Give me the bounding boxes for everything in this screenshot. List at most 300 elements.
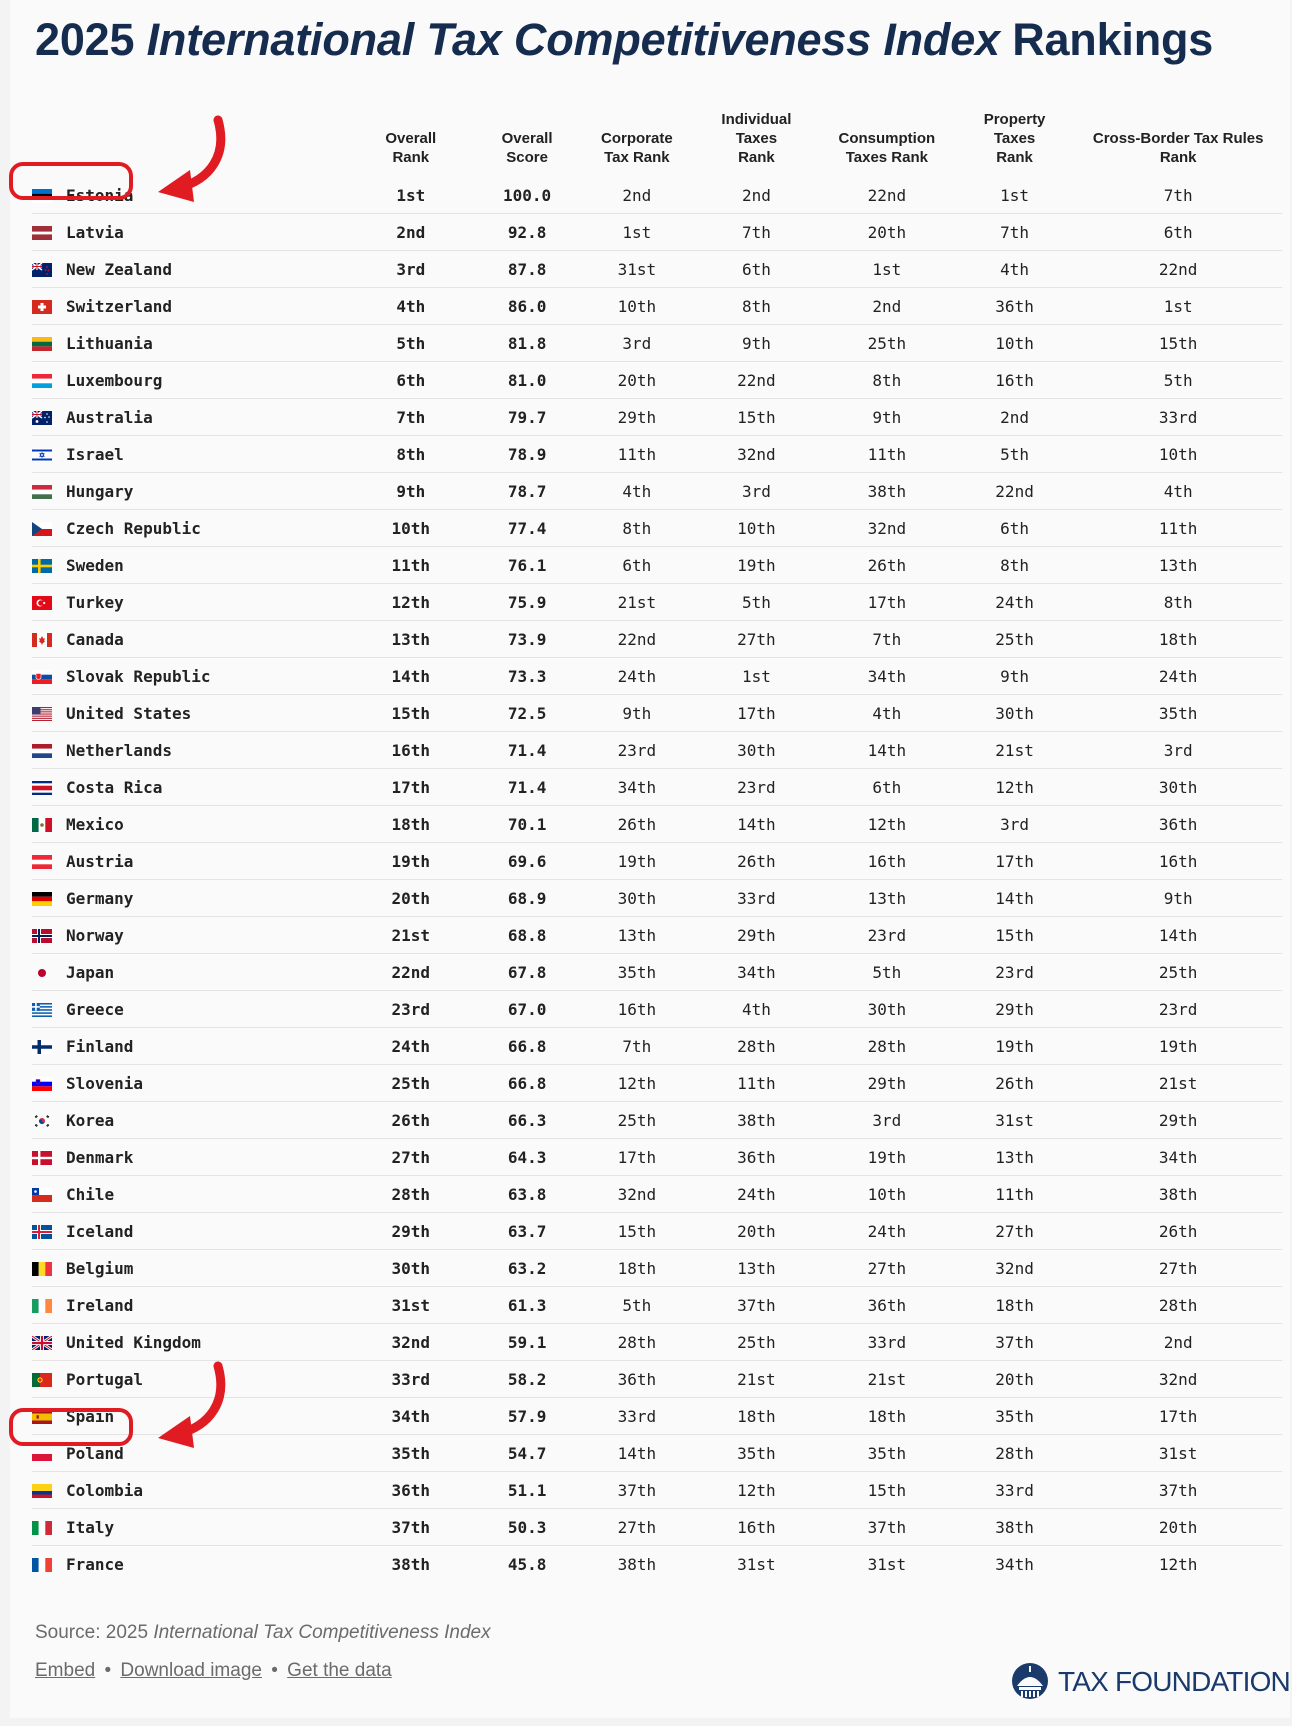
country-name: Norway [66, 925, 124, 945]
cross-border-rank-cell: 33rd [1074, 399, 1282, 436]
country-cell [32, 288, 347, 325]
individual-taxes-rank-cell: 20th [694, 1213, 819, 1250]
corporate-tax-rank-cell: 15th [580, 1213, 694, 1250]
country-cell [32, 1176, 347, 1213]
cross-border-rank-cell: 6th [1074, 214, 1282, 251]
cross-border-rank-cell: 22nd [1074, 251, 1282, 288]
corporate-tax-rank-cell: 21st [580, 584, 694, 621]
property-taxes-rank-cell: 7th [955, 214, 1075, 251]
property-taxes-rank-cell: 27th [955, 1213, 1075, 1250]
cross-border-rank-cell: 27th [1074, 1250, 1282, 1287]
property-taxes-rank-cell: 35th [955, 1398, 1075, 1435]
corporate-tax-rank-cell: 35th [580, 954, 694, 991]
cross-border-rank-header: Cross-Border Tax Rules Rank [1092, 130, 1264, 166]
download-image-link[interactable]: Download image [120, 1660, 262, 1681]
title-index-name: International Tax Competitiveness Index [146, 14, 1000, 65]
overall-rank-cell: 34th [347, 1398, 474, 1435]
country-name: Korea [66, 1110, 115, 1130]
overall-rank-cell: 6th [347, 362, 474, 399]
property-taxes-rank-cell: 17th [955, 843, 1075, 880]
country-name: Turkey [66, 592, 124, 612]
table-row [32, 510, 1282, 547]
table-row [32, 251, 1282, 288]
corporate-tax-rank-cell: 7th [580, 1028, 694, 1065]
overall-rank-cell: 12th [347, 584, 474, 621]
country-cell [32, 1546, 347, 1583]
country-name: Ireland [66, 1295, 134, 1315]
overall-score-cell: 68.9 [474, 880, 579, 917]
overall-rank-cell: 17th [347, 769, 474, 806]
overall-rank-cell: 36th [347, 1472, 474, 1509]
separator: • [104, 1660, 112, 1681]
overall-rank-cell: 28th [347, 1176, 474, 1213]
country-cell [32, 806, 347, 843]
overall-score-cell: 54.7 [474, 1435, 579, 1472]
country-name: France [66, 1554, 124, 1574]
get-data-link[interactable]: Get the data [287, 1660, 392, 1681]
consumption-taxes-rank-cell: 14th [819, 732, 955, 769]
overall-score-cell: 100.0 [474, 177, 579, 214]
individual-taxes-rank-cell: 27th [694, 621, 819, 658]
property-taxes-rank-cell: 13th [955, 1139, 1075, 1176]
country-cell [32, 917, 347, 954]
cross-border-rank-cell: 21st [1074, 1065, 1282, 1102]
overall-rank-cell: 26th [347, 1102, 474, 1139]
country-cell [32, 436, 347, 473]
country-name: United States [66, 703, 192, 723]
corporate-tax-rank-cell: 28th [580, 1324, 694, 1361]
overall-score-cell: 81.0 [474, 362, 579, 399]
overall-rank-cell: 37th [347, 1509, 474, 1546]
overall-rank-cell: 18th [347, 806, 474, 843]
corporate-tax-rank-cell: 38th [617, 1554, 657, 1574]
overall-score-cell: 72.5 [474, 695, 579, 732]
country-cell [32, 584, 347, 621]
country-name: Slovenia [66, 1073, 144, 1093]
corporate-tax-rank-cell: 13th [580, 917, 694, 954]
overall-score-cell: 57.9 [474, 1398, 579, 1435]
individual-taxes-rank-cell: 33rd [694, 880, 819, 917]
country-name: Greece [66, 999, 124, 1019]
property-taxes-rank-cell: 11th [955, 1176, 1075, 1213]
table-row [32, 1509, 1282, 1546]
individual-taxes-rank-cell: 31st [737, 1554, 776, 1574]
table-row [32, 1472, 1282, 1509]
table-row [32, 214, 1282, 251]
consumption-taxes-rank-cell: 5th [819, 954, 955, 991]
table-row [32, 1065, 1282, 1102]
property-taxes-rank-cell: 15th [955, 917, 1075, 954]
country-cell [32, 769, 347, 806]
property-taxes-rank-cell: 1st [955, 177, 1075, 214]
belgium-flag-icon [32, 1262, 52, 1276]
individual-taxes-rank-cell: 5th [694, 584, 819, 621]
overall-score-cell: 50.3 [474, 1509, 579, 1546]
overall-rank-cell: 31st [347, 1287, 474, 1324]
consumption-taxes-rank-cell: 35th [819, 1435, 955, 1472]
lithuania-flag-icon [32, 337, 52, 351]
country-name: Mexico [66, 814, 124, 834]
consumption-taxes-rank-cell: 15th [819, 1472, 955, 1509]
country-name: Poland [66, 1443, 124, 1463]
individual-taxes-rank-cell: 32nd [694, 436, 819, 473]
country-cell [32, 1509, 347, 1546]
consumption-taxes-rank-cell: 19th [819, 1139, 955, 1176]
corporate-tax-rank-cell: 5th [580, 1287, 694, 1324]
individual-taxes-rank-cell: 38th [694, 1102, 819, 1139]
property-taxes-rank-cell: 2nd [955, 399, 1075, 436]
overall-rank-cell: 9th [347, 473, 474, 510]
consumption-taxes-rank-cell: 27th [819, 1250, 955, 1287]
switzerland-flag-icon [32, 300, 52, 314]
consumption-taxes-rank-cell: 16th [819, 843, 955, 880]
country-name: Finland [66, 1036, 134, 1056]
country-name: New Zealand [66, 259, 172, 279]
overall-rank-cell: 35th [347, 1435, 474, 1472]
corporate-tax-rank-cell: 3rd [580, 325, 694, 362]
mexico-flag-icon [32, 818, 52, 832]
consumption-taxes-rank-cell: 10th [819, 1176, 955, 1213]
consumption-taxes-rank-cell: 29th [819, 1065, 955, 1102]
individual-taxes-rank-cell: 18th [694, 1398, 819, 1435]
hungary-flag-icon [32, 485, 52, 499]
slovak-republic-flag-icon [32, 670, 52, 684]
individual-taxes-rank-cell: 4th [694, 991, 819, 1028]
consumption-taxes-rank-cell: 4th [819, 695, 955, 732]
property-taxes-rank-header: Property Taxes Rank [983, 111, 1046, 166]
property-taxes-rank-cell: 24th [955, 584, 1075, 621]
consumption-taxes-rank-cell: 12th [819, 806, 955, 843]
corporate-tax-rank-cell: 20th [580, 362, 694, 399]
title-year: 2025 [35, 14, 135, 65]
corporate-tax-rank-cell: 33rd [580, 1398, 694, 1435]
table-row [32, 769, 1282, 806]
country-name: Latvia [66, 222, 124, 242]
norway-flag-icon [32, 929, 52, 943]
country-cell [32, 621, 347, 658]
country-name: Austria [66, 851, 134, 871]
country-name: Germany [66, 888, 134, 908]
cross-border-rank-cell: 24th [1074, 658, 1282, 695]
israel-flag-icon [32, 448, 52, 462]
individual-taxes-rank-cell: 21st [694, 1361, 819, 1398]
property-taxes-rank-cell: 4th [955, 251, 1075, 288]
cross-border-rank-cell: 31st [1074, 1435, 1282, 1472]
consumption-taxes-rank-cell: 31st [867, 1554, 907, 1574]
overall-score-cell: 79.7 [474, 399, 579, 436]
overall-score-cell: 45.8 [507, 1554, 547, 1574]
individual-taxes-rank-cell: 6th [694, 251, 819, 288]
overall-rank-cell: 33rd [347, 1361, 474, 1398]
netherlands-flag-icon [32, 744, 52, 758]
cross-border-rank-cell: 36th [1074, 806, 1282, 843]
estonia-highlight-box [9, 162, 133, 200]
separator: • [271, 1660, 278, 1681]
table-row [32, 547, 1282, 584]
chart-title [35, 14, 1213, 66]
overall-rank-cell: 4th [347, 288, 474, 325]
individual-taxes-rank-cell: 3rd [694, 473, 819, 510]
australia-flag-icon [32, 411, 52, 425]
table-row [32, 436, 1282, 473]
corporate-tax-rank-header: Corporate Tax Rank [601, 130, 673, 166]
overall-score-cell: 66.3 [474, 1102, 579, 1139]
corporate-tax-rank-cell: 12th [580, 1065, 694, 1102]
country-name: Chile [66, 1184, 115, 1204]
united-kingdom-flag-icon [32, 1336, 52, 1350]
table-row [32, 1139, 1282, 1176]
consumption-taxes-rank-cell: 22nd [819, 177, 955, 214]
table-row [32, 732, 1282, 769]
cross-border-rank-cell: 16th [1074, 843, 1282, 880]
overall-rank-cell: 10th [347, 510, 474, 547]
country-name: Belgium [66, 1258, 134, 1278]
latvia-flag-icon [32, 226, 52, 240]
austria-flag-icon [32, 855, 52, 869]
consumption-taxes-rank-cell: 25th [819, 325, 955, 362]
italy-flag-icon [32, 1521, 52, 1535]
corporate-tax-rank-cell: 16th [580, 991, 694, 1028]
property-taxes-rank-cell: 8th [955, 547, 1075, 584]
corporate-tax-rank-cell: 14th [580, 1435, 694, 1472]
france-flag-icon [32, 1558, 52, 1572]
costa-rica-flag-icon [32, 781, 52, 795]
corporate-tax-rank-cell: 37th [580, 1472, 694, 1509]
country-name: Iceland [66, 1221, 134, 1241]
individual-taxes-rank-cell: 13th [694, 1250, 819, 1287]
property-taxes-rank-cell: 19th [955, 1028, 1075, 1065]
ireland-flag-icon [32, 1299, 52, 1313]
country-cell [32, 1213, 347, 1250]
cross-border-rank-cell: 11th [1074, 510, 1282, 547]
country-name: Spain [66, 1406, 115, 1426]
portugal-flag-icon [32, 1373, 52, 1387]
consumption-taxes-rank-cell: 26th [819, 547, 955, 584]
country-cell [32, 362, 347, 399]
overall-rank-cell: 14th [347, 658, 474, 695]
individual-taxes-rank-cell: 35th [694, 1435, 819, 1472]
property-taxes-rank-cell: 12th [955, 769, 1075, 806]
corporate-tax-rank-cell: 27th [580, 1509, 694, 1546]
country-name: Estonia [66, 185, 134, 205]
overall-score-cell: 70.1 [474, 806, 579, 843]
property-taxes-rank-cell: 37th [955, 1324, 1075, 1361]
cross-border-rank-cell: 7th [1074, 177, 1282, 214]
overall-score-cell: 71.4 [474, 732, 579, 769]
country-cell [32, 954, 347, 991]
individual-taxes-rank-cell: 17th [694, 695, 819, 732]
consumption-taxes-rank-cell: 33rd [819, 1324, 955, 1361]
corporate-tax-rank-cell: 29th [580, 399, 694, 436]
country-name: Hungary [66, 481, 134, 501]
table-row [32, 1213, 1282, 1250]
tax-foundation-logo[interactable] [1010, 1660, 1290, 1705]
overall-rank-cell: 16th [347, 732, 474, 769]
corporate-tax-rank-cell: 22nd [580, 621, 694, 658]
country-cell [32, 1065, 347, 1102]
cross-border-rank-cell: 5th [1074, 362, 1282, 399]
corporate-tax-rank-cell: 2nd [580, 177, 694, 214]
country-cell [32, 325, 347, 362]
country-cell [32, 843, 347, 880]
overall-score-cell: 76.1 [474, 547, 579, 584]
table-row [32, 954, 1282, 991]
finland-flag-icon [32, 1040, 52, 1054]
corporate-tax-rank-cell: 11th [580, 436, 694, 473]
table-row [32, 658, 1282, 695]
logo-text: TAX FOUNDATION [1058, 1666, 1290, 1697]
country-name: Canada [66, 629, 124, 649]
corporate-tax-rank-cell: 31st [580, 251, 694, 288]
individual-taxes-rank-cell: 22nd [694, 362, 819, 399]
overall-rank-cell: 32nd [347, 1324, 474, 1361]
overall-score-cell: 73.9 [474, 621, 579, 658]
individual-taxes-rank-cell: 14th [694, 806, 819, 843]
individual-taxes-rank-cell: 12th [694, 1472, 819, 1509]
country-cell [32, 1139, 347, 1176]
corporate-tax-rank-cell: 9th [580, 695, 694, 732]
consumption-taxes-rank-cell: 17th [819, 584, 955, 621]
consumption-taxes-rank-cell: 18th [819, 1398, 955, 1435]
individual-taxes-rank-cell: 9th [694, 325, 819, 362]
overall-rank-cell: 38th [391, 1554, 431, 1574]
corporate-tax-rank-cell: 25th [580, 1102, 694, 1139]
overall-rank-cell: 20th [347, 880, 474, 917]
poland-flag-icon [32, 1447, 52, 1461]
table-row [32, 806, 1282, 843]
corporate-tax-rank-cell: 30th [580, 880, 694, 917]
country-name: Australia [66, 407, 153, 427]
cross-border-rank-cell: 34th [1074, 1139, 1282, 1176]
overall-score-cell: 75.9 [474, 584, 579, 621]
overall-score-cell: 64.3 [474, 1139, 579, 1176]
country-name: Switzerland [66, 296, 172, 316]
country-name: Colombia [66, 1480, 144, 1500]
embed-link[interactable]: Embed [35, 1660, 96, 1681]
overall-score-cell: 67.8 [474, 954, 579, 991]
property-taxes-rank-cell: 16th [955, 362, 1075, 399]
individual-taxes-rank-cell: 1st [694, 658, 819, 695]
table-row [32, 1324, 1282, 1361]
overall-rank-cell: 27th [347, 1139, 474, 1176]
consumption-taxes-rank-cell: 11th [819, 436, 955, 473]
corporate-tax-rank-cell: 32nd [580, 1176, 694, 1213]
country-cell [32, 1287, 347, 1324]
overall-rank-cell: 15th [347, 695, 474, 732]
sweden-flag-icon [32, 559, 52, 573]
individual-taxes-rank-cell: 28th [694, 1028, 819, 1065]
country-name: Costa Rica [66, 777, 163, 797]
table-row [32, 1102, 1282, 1139]
overall-score-cell: 81.8 [474, 325, 579, 362]
overall-rank-cell: 19th [347, 843, 474, 880]
country-cell [32, 399, 347, 436]
consumption-taxes-rank-cell: 9th [819, 399, 955, 436]
corporate-tax-rank-cell: 6th [580, 547, 694, 584]
table-row [32, 843, 1282, 880]
individual-taxes-rank-cell: 19th [694, 547, 819, 584]
corporate-tax-rank-cell: 26th [580, 806, 694, 843]
country-name: Israel [66, 444, 124, 464]
overall-rank-cell: 8th [347, 436, 474, 473]
individual-taxes-rank-cell: 16th [694, 1509, 819, 1546]
property-taxes-rank-cell: 9th [955, 658, 1075, 695]
country-name: Japan [66, 962, 115, 982]
cross-border-rank-cell: 29th [1074, 1102, 1282, 1139]
united-states-flag-icon [32, 707, 52, 721]
cross-border-rank-cell: 3rd [1074, 732, 1282, 769]
individual-taxes-rank-cell: 15th [694, 399, 819, 436]
cross-border-rank-cell: 2nd [1074, 1324, 1282, 1361]
consumption-taxes-rank-cell: 30th [819, 991, 955, 1028]
table-row [32, 695, 1282, 732]
chart-card [10, 0, 1290, 1718]
cross-border-rank-cell: 32nd [1074, 1361, 1282, 1398]
country-cell [32, 732, 347, 769]
overall-rank-cell: 7th [347, 399, 474, 436]
overall-score-cell: 86.0 [474, 288, 579, 325]
individual-taxes-rank-cell: 8th [694, 288, 819, 325]
cross-border-rank-cell: 1st [1074, 288, 1282, 325]
country-cell [32, 1324, 347, 1361]
colombia-flag-icon [32, 1484, 52, 1498]
country-name: Netherlands [66, 740, 172, 760]
country-cell [32, 991, 347, 1028]
corporate-tax-rank-cell: 19th [580, 843, 694, 880]
overall-rank-cell: 21st [347, 917, 474, 954]
table-row [32, 288, 1282, 325]
corporate-tax-rank-cell: 23rd [580, 732, 694, 769]
individual-taxes-rank-cell: 26th [694, 843, 819, 880]
country-cell [32, 880, 347, 917]
corporate-tax-rank-cell: 18th [580, 1250, 694, 1287]
cross-border-rank-cell: 14th [1074, 917, 1282, 954]
korea-flag-icon [32, 1114, 52, 1128]
overall-rank-cell: 22nd [347, 954, 474, 991]
individual-taxes-rank-cell: 25th [694, 1324, 819, 1361]
property-taxes-rank-cell: 26th [955, 1065, 1075, 1102]
overall-score-cell: 63.8 [474, 1176, 579, 1213]
cross-border-rank-cell: 12th [1158, 1554, 1198, 1574]
consumption-taxes-rank-cell: 37th [819, 1509, 955, 1546]
cross-border-rank-cell: 15th [1074, 325, 1282, 362]
table-row [32, 917, 1282, 954]
overall-score-cell: 66.8 [474, 1028, 579, 1065]
greece-flag-icon [32, 1003, 52, 1017]
luxembourg-flag-icon [32, 374, 52, 388]
country-cell [32, 214, 347, 251]
overall-score-cell: 67.0 [474, 991, 579, 1028]
country-name: Denmark [66, 1147, 134, 1167]
consumption-taxes-rank-cell: 3rd [819, 1102, 955, 1139]
overall-score-cell: 92.8 [474, 214, 579, 251]
new-zealand-flag-icon [32, 263, 52, 277]
france-highlight-box [9, 1408, 133, 1446]
table-row [32, 584, 1282, 621]
country-name: United Kingdom [66, 1332, 201, 1352]
overall-rank-cell: 13th [347, 621, 474, 658]
individual-taxes-rank-cell: 23rd [694, 769, 819, 806]
cross-border-rank-cell: 19th [1074, 1028, 1282, 1065]
overall-score-cell: 78.9 [474, 436, 579, 473]
individual-taxes-rank-cell: 34th [694, 954, 819, 991]
consumption-taxes-rank-cell: 6th [819, 769, 955, 806]
consumption-taxes-rank-cell: 32nd [819, 510, 955, 547]
consumption-taxes-rank-cell: 36th [819, 1287, 955, 1324]
consumption-taxes-rank-cell: 21st [819, 1361, 955, 1398]
overall-score-cell: 63.2 [474, 1250, 579, 1287]
overall-score-cell: 51.1 [474, 1472, 579, 1509]
